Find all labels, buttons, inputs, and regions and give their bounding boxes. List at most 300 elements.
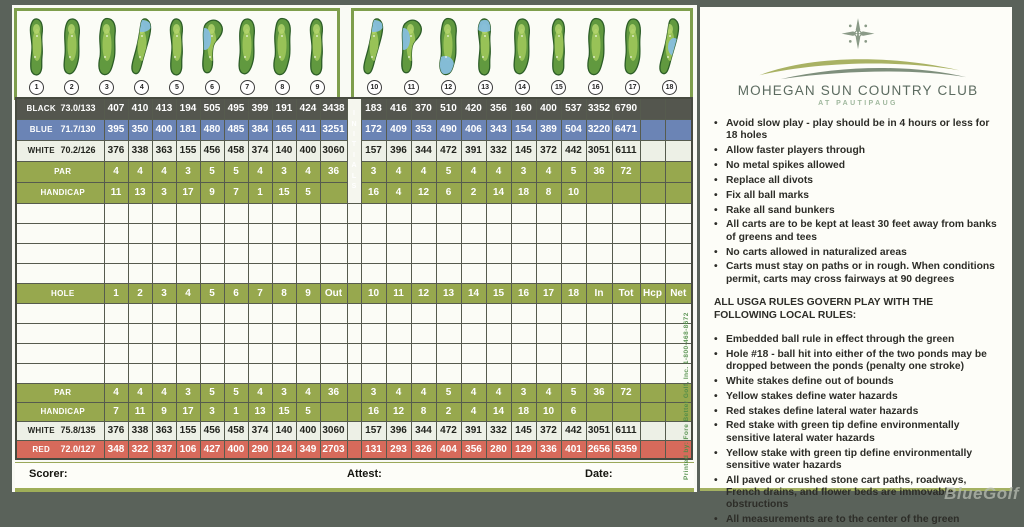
hcp-cell: Hcp [640,283,665,303]
score-cell: 131 [361,440,386,459]
score-cell [361,223,386,243]
score-cell: 155 [176,140,200,161]
rule-text: White stakes define out of bounds [726,375,894,387]
in-cell: 3352 [586,98,612,119]
score-cell: 165 [272,119,296,140]
score-cell: 129 [511,440,536,459]
score-cell: 372 [536,140,561,161]
score-cell: 5 [224,161,248,182]
score-cell [296,363,320,383]
score-cell: 4 [461,383,486,402]
row-label [16,323,104,343]
score-cell [386,243,411,263]
score-cell [152,243,176,263]
rule-text: Hole #18 - ball hit into either of the two ponds may be dropped between the ponds (penalty one stroke) [726,348,987,373]
total-cell [612,343,640,363]
score-cell: 191 [272,98,296,119]
net-cell [665,203,692,223]
row-label: BLACK 73.0/133 [16,98,104,119]
score-cell: 5 [436,383,461,402]
in-cell [586,303,612,323]
score-cell [248,363,272,383]
score-cell [461,203,486,223]
score-cell [486,363,511,383]
score-cell: 6 [561,402,586,421]
hole-illustration-icon [435,15,461,79]
score-cell [176,223,200,243]
score-cell [536,263,561,283]
score-cell [461,323,486,343]
etiquette-rule-item [714,160,1002,172]
score-cell [104,363,128,383]
hole-illustration-icon [398,15,424,79]
score-cell [361,323,386,343]
table-row [16,203,692,223]
score-cell: 3 [176,161,200,182]
row-label: WHITE 70.2/126 [16,140,104,161]
initials-strip [347,343,361,363]
score-cell: 1 [104,283,128,303]
local-rule-item [714,420,1002,445]
score-cell: 12 [386,402,411,421]
score-cell [104,243,128,263]
bullet-icon: • [714,333,718,345]
row-label: HOLE [16,283,104,303]
club-name: MOHEGAN SUN COUNTRY CLUB [737,83,979,98]
score-cell [561,223,586,243]
table-row [16,223,692,243]
hole-illustration-icon [509,15,535,79]
out-cell [320,263,347,283]
score-cell: 16 [361,402,386,421]
score-cell: 400 [296,140,320,161]
total-cell: 72 [612,161,640,182]
initials-strip [347,283,361,303]
score-cell [511,363,536,383]
score-cell: 490 [436,119,461,140]
score-cell: 472 [436,140,461,161]
hole-map-3 [89,12,124,96]
score-cell [536,303,561,323]
local-rule-item [714,448,1002,473]
score-cell: 332 [486,140,511,161]
score-cell [176,323,200,343]
score-cell: 17 [176,182,200,203]
score-cell [224,303,248,323]
score-cell: 13 [248,402,272,421]
hcp-cell [640,161,665,182]
score-cell: 4 [248,383,272,402]
hole-number-badge: 13 [478,80,493,95]
net-cell [665,182,692,203]
score-cell: 5 [296,182,320,203]
hole-illustration-icon [657,15,683,79]
rule-text: Rake all sand bunkers [726,204,835,216]
score-cell [104,303,128,323]
in-cell: 36 [586,161,612,182]
initials-strip [347,263,361,283]
score-cell: 372 [536,421,561,440]
out-cell [320,343,347,363]
hole-illustration-icon [129,15,155,79]
score-cell: 157 [361,421,386,440]
rule-text: Replace all divots [726,174,813,186]
hole-map-18 [651,12,688,96]
score-cell [152,323,176,343]
scorecard-sheet [12,5,697,492]
score-cell [152,343,176,363]
score-cell: 458 [224,140,248,161]
out-cell: 36 [320,161,347,182]
score-cell: 404 [436,440,461,459]
score-cell [224,203,248,223]
initials-strip [347,383,361,402]
score-cell [152,303,176,323]
out-cell: 2703 [320,440,347,459]
etiquette-rule-item [714,145,1002,157]
score-cell: 3 [152,283,176,303]
score-cell [461,263,486,283]
score-cell: 4 [248,161,272,182]
etiquette-rule-item [714,175,1002,187]
score-cell: 4 [411,383,436,402]
score-cell: 391 [461,140,486,161]
table-row [16,243,692,263]
score-cell: 10 [536,402,561,421]
row-label: HANDICAP [16,182,104,203]
score-cell [561,263,586,283]
score-cell [128,263,152,283]
score-cell [128,343,152,363]
score-cell: 407 [104,98,128,119]
hole-number-badge: 18 [662,80,677,95]
score-cell: 4 [176,283,200,303]
score-cell [436,203,461,223]
score-cell: 420 [461,98,486,119]
hole-number-badge: 5 [169,80,184,95]
hole-number-badge: 8 [275,80,290,95]
score-cell [411,243,436,263]
score-cell [176,343,200,363]
score-cell: 17 [176,402,200,421]
score-cell [200,263,224,283]
score-cell [561,203,586,223]
hole-illustration-icon [472,15,498,79]
bullet-icon: • [714,420,718,432]
bullet-icon: • [714,474,718,486]
hole-number-badge: 2 [64,80,79,95]
in-cell [586,323,612,343]
total-cell [612,203,640,223]
etiquette-rule-item [714,118,1002,143]
score-cell: 290 [248,440,272,459]
table-row [16,440,692,459]
in-cell [586,223,612,243]
score-cell [386,363,411,383]
score-cell: 11 [104,182,128,203]
total-cell [612,263,640,283]
rule-text: Avoid slow play - play should be in 4 hours or less for 18 holes [726,118,990,142]
score-cell [486,203,511,223]
score-cell: 140 [272,421,296,440]
score-cell: 155 [176,421,200,440]
score-cell [511,343,536,363]
score-cell [386,323,411,343]
row-label: PAR [16,161,104,182]
row-label [16,243,104,263]
hole-illustration-icon [94,15,120,79]
score-cell: 4 [386,161,411,182]
score-cell: 4 [461,402,486,421]
bullet-icon: • [714,145,718,157]
row-label: WHITE 75.8/135 [16,421,104,440]
hcp-cell [640,223,665,243]
total-cell: 6111 [612,140,640,161]
score-cell: 10 [561,182,586,203]
score-cell: 396 [386,140,411,161]
score-cell [176,303,200,323]
score-cell [152,223,176,243]
score-cell: 1 [248,182,272,203]
score-cell: 4 [152,383,176,402]
score-cell [536,343,561,363]
score-cell: 370 [411,98,436,119]
table-row [16,383,692,402]
score-cell: 8 [272,283,296,303]
hole-number-badge: 16 [588,80,603,95]
score-cell [224,323,248,343]
hole-map-5 [159,12,194,96]
row-label [16,363,104,383]
score-cell: 12 [411,283,436,303]
score-cell [200,363,224,383]
out-cell: 3060 [320,140,347,161]
rule-text: Carts must stay on paths or in rough. When conditions permit, carts may cross fairways at 90 degrees [726,261,995,285]
hole-number-badge: 10 [367,80,382,95]
score-cell: 353 [411,119,436,140]
front-nine-map-panel [14,8,340,100]
score-cell [436,223,461,243]
rule-text: Red stakes define lateral water hazards [726,405,919,417]
score-cell: 389 [536,119,561,140]
table-row [16,402,692,421]
hole-number-badge: 3 [99,80,114,95]
club-subtitle: AT PAUTIPAUG [818,100,898,107]
in-cell: 3220 [586,119,612,140]
score-cell: 349 [296,440,320,459]
score-cell [200,243,224,263]
hcp-cell [640,421,665,440]
usga-heading: ALL USGA RULES GOVERN PLAY WITH THE FOLLOWING LOCAL RULES: [714,297,934,321]
out-cell [320,363,347,383]
water-hazard-icon [199,28,211,50]
hole-illustration-icon [361,15,387,79]
score-cell: 11 [386,283,411,303]
bullet-icon: • [714,174,718,186]
hole-map-12 [430,12,467,96]
score-cell [272,263,296,283]
rule-text: Yellow stake with green tip define environmentally sensitive water hazards [726,447,973,471]
score-cell: 442 [561,140,586,161]
score-cell [224,223,248,243]
score-cell: 376 [104,140,128,161]
score-cell: 9 [296,283,320,303]
score-cell: 6 [224,283,248,303]
score-cell: 332 [486,421,511,440]
score-cell: 3 [272,383,296,402]
hole-illustration-icon [269,15,295,79]
score-cell [411,303,436,323]
in-cell [586,263,612,283]
score-cell [152,263,176,283]
bullet-icon: • [714,514,718,526]
score-cell [176,243,200,263]
score-cell: 510 [436,98,461,119]
score-cell [224,263,248,283]
out-cell [320,323,347,343]
in-cell [586,343,612,363]
hole-map-2 [54,12,89,96]
row-label: PAR [16,383,104,402]
score-cell: 13 [128,182,152,203]
score-cell: 495 [224,98,248,119]
total-cell: 6111 [612,421,640,440]
score-cell: 338 [128,421,152,440]
score-cell: 409 [386,119,411,140]
score-cell: 5 [561,161,586,182]
table-row [16,323,692,343]
score-cell: 280 [486,440,511,459]
score-cell [411,343,436,363]
etiquette-rule-item [714,247,1002,259]
score-cell: 3 [361,383,386,402]
bullet-icon: • [714,375,718,387]
score-cell: 5 [200,283,224,303]
out-cell [320,223,347,243]
score-cell: 401 [561,440,586,459]
score-cell [128,203,152,223]
row-label [16,203,104,223]
score-cell [104,263,128,283]
in-cell [586,203,612,223]
score-cell: 4 [486,161,511,182]
score-cell: 344 [411,421,436,440]
score-cell: 400 [536,98,561,119]
score-cell [486,263,511,283]
score-cell [296,323,320,343]
score-cell: 344 [411,140,436,161]
in-cell: 36 [586,383,612,402]
score-cell [224,343,248,363]
etiquette-rule-item [714,261,1002,286]
score-cell: 395 [104,119,128,140]
score-cell: 424 [296,98,320,119]
total-cell: 5359 [612,440,640,459]
score-cell: 145 [511,421,536,440]
row-label [16,343,104,363]
table-row [16,98,692,119]
row-label [16,223,104,243]
score-cell [486,323,511,343]
hole-map-8 [265,12,300,96]
local-rule-item [714,391,1002,403]
score-cell [561,323,586,343]
score-cell [248,243,272,263]
score-cell: 410 [128,98,152,119]
score-cell [272,363,296,383]
score-cell: 13 [436,283,461,303]
score-cell: 4 [104,161,128,182]
attest-label: Attest: [347,468,382,480]
score-cell [486,303,511,323]
score-cell: 537 [561,98,586,119]
score-cell: 293 [386,440,411,459]
row-label [16,263,104,283]
score-cell: 348 [104,440,128,459]
score-cell: 442 [561,421,586,440]
score-cell [436,243,461,263]
score-cell: 124 [272,440,296,459]
rule-text: No carts allowed in naturalized areas [726,246,907,258]
bluegolf-watermark: BlueGolf [944,484,1019,503]
row-label: HANDICAP [16,402,104,421]
hole-number-badge: 15 [551,80,566,95]
hole-number-badge: 17 [625,80,640,95]
hole-map-14 [504,12,541,96]
score-cell [511,303,536,323]
bullet-icon: • [714,348,718,360]
score-cell [536,363,561,383]
score-cell: 18 [561,283,586,303]
score-cell [248,263,272,283]
row-label: RED 72.0/127 [16,440,104,459]
rule-text: Yellow stakes define water hazards [726,390,898,402]
score-cell [296,203,320,223]
score-cell [436,263,461,283]
score-cell: 157 [361,140,386,161]
score-cell [561,243,586,263]
score-cell [361,343,386,363]
water-hazard-icon [133,20,151,32]
hcp-cell [640,343,665,363]
score-cell: 3 [511,161,536,182]
score-cell [361,243,386,263]
score-cell [511,263,536,283]
score-cell: 350 [128,119,152,140]
out-cell: 36 [320,383,347,402]
score-cell: 413 [152,98,176,119]
table-row [16,303,692,323]
score-cell: 4 [296,161,320,182]
score-cell: 14 [461,283,486,303]
score-cell [248,303,272,323]
hcp-cell [640,140,665,161]
row-label [16,303,104,323]
out-cell [320,402,347,421]
score-cell [272,303,296,323]
hole-map-17 [614,12,651,96]
score-cell [361,203,386,223]
total-cell: 6471 [612,119,640,140]
score-cell [536,323,561,343]
score-cell [152,203,176,223]
score-cell: 4 [296,383,320,402]
table-row [16,263,692,283]
score-cell [272,343,296,363]
score-cell [128,223,152,243]
hcp-cell [640,182,665,203]
out-cell: 3060 [320,421,347,440]
